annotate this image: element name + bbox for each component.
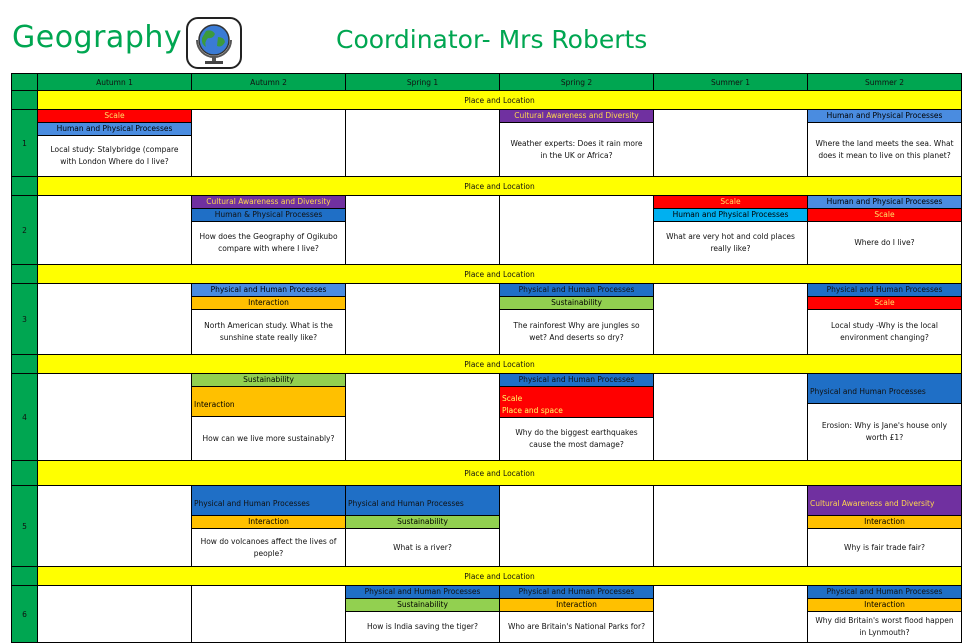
theme-tag-label: Interaction xyxy=(248,298,289,307)
enquiry-question xyxy=(38,196,191,264)
unit-cell xyxy=(38,284,192,355)
enquiry-question: Why did Britain's worst flood happen in Lynmouth? xyxy=(815,616,954,637)
theme-tag-label: Physical and Human Processes xyxy=(826,587,943,596)
theme-tag-label: Physical and Human Processes xyxy=(826,285,943,294)
enquiry-question: What are very hot and cold places really like? xyxy=(666,232,795,253)
enquiry-question xyxy=(500,486,653,566)
theme-tag-label: Physical and Human Processes xyxy=(194,498,310,508)
theme-tag-label: Interaction xyxy=(194,399,235,409)
unit-cell xyxy=(38,196,192,265)
theme-tag xyxy=(808,209,961,222)
unit-cell xyxy=(192,586,346,643)
theme-tag xyxy=(808,297,961,310)
term-header: Autumn 2 xyxy=(192,74,346,91)
unit-cell xyxy=(192,486,346,567)
theme-tag xyxy=(192,284,345,297)
unit-cell xyxy=(192,374,346,461)
theme-tag xyxy=(346,586,499,599)
theme-tag xyxy=(192,486,345,516)
band-corner xyxy=(12,567,38,586)
unit-cell xyxy=(500,486,654,567)
theme-tag-label: Scale xyxy=(874,210,895,219)
unit-cell xyxy=(38,374,192,461)
unit-cell xyxy=(346,586,500,643)
theme-tag xyxy=(346,516,499,529)
theme-tag-label: Human and Physical Processes xyxy=(826,111,943,120)
year-number: 6 xyxy=(12,586,38,643)
band-corner xyxy=(12,177,38,196)
theme-tag-label: Cultural Awareness and Diversity xyxy=(810,498,935,508)
theme-tag xyxy=(808,516,961,529)
place-location-band-row xyxy=(12,355,962,374)
unit-cell xyxy=(38,110,192,177)
enquiry-question: How does the Geography of Ogikubo compare with where I live? xyxy=(199,232,338,253)
place-location-band: Place and Location xyxy=(38,567,962,586)
theme-tag-label: Interaction xyxy=(556,600,597,609)
theme-tag xyxy=(808,110,961,123)
year-row xyxy=(12,284,962,355)
theme-tag xyxy=(192,297,345,310)
coordinator-label: Coordinator- Mrs Roberts xyxy=(336,25,648,54)
unit-cell xyxy=(38,486,192,567)
unit-cell xyxy=(192,196,346,265)
theme-tag xyxy=(500,387,653,418)
unit-cell xyxy=(500,586,654,643)
enquiry-question: Weather experts: Does it rain more in the UK or Africa? xyxy=(510,138,643,160)
term-header: Summer 1 xyxy=(654,74,808,91)
enquiry-question xyxy=(346,196,499,264)
enquiry-question: Erosion: Why is Jane's house only worth £1? xyxy=(821,421,948,442)
theme-tag xyxy=(500,284,653,297)
enquiry-question: What is a river? xyxy=(393,542,452,552)
unit-cell xyxy=(346,196,500,265)
unit-cell xyxy=(346,110,500,177)
theme-tag-label: Physical and Human Processes xyxy=(210,285,327,294)
theme-tag xyxy=(192,209,345,222)
year-number: 2 xyxy=(12,196,38,265)
unit-cell xyxy=(654,284,808,355)
theme-tag-label: Physical and Human Processes xyxy=(364,587,481,596)
unit-cell xyxy=(346,284,500,355)
unit-cell xyxy=(808,486,962,567)
theme-tag xyxy=(500,374,653,387)
theme-tag xyxy=(808,486,961,516)
theme-tag xyxy=(346,599,499,612)
unit-cell xyxy=(808,110,962,177)
enquiry-question xyxy=(346,374,499,460)
theme-tag-label: Interaction xyxy=(864,517,905,526)
unit-cell xyxy=(808,196,962,265)
enquiry-question xyxy=(654,110,807,176)
page-title: Geography xyxy=(12,20,183,55)
theme-tag-label: Cultural Awareness and Diversity xyxy=(514,111,639,120)
enquiry-question: The rainforest Why are jungles so wet? And deserts so dry? xyxy=(513,321,640,342)
unit-cell xyxy=(38,586,192,643)
theme-tag xyxy=(808,599,961,612)
place-location-band: Place and Location xyxy=(38,177,962,196)
place-location-band-row xyxy=(12,177,962,196)
year-row xyxy=(12,486,962,567)
unit-cell xyxy=(654,486,808,567)
theme-tag xyxy=(38,110,191,123)
enquiry-question: Who are Britain's National Parks for? xyxy=(507,622,646,631)
unit-cell xyxy=(808,586,962,643)
unit-cell xyxy=(808,374,962,461)
band-corner xyxy=(12,91,38,110)
year-row xyxy=(12,196,962,265)
unit-cell xyxy=(500,284,654,355)
term-header: Spring 1 xyxy=(346,74,500,91)
enquiry-question xyxy=(500,196,653,264)
theme-tag-label: Human & Physical Processes xyxy=(214,210,323,219)
theme-tag-label: Physical and Human Processes xyxy=(348,498,464,508)
place-location-band-row xyxy=(12,461,962,486)
year-row xyxy=(12,374,962,461)
theme-tag xyxy=(808,586,961,599)
unit-cell xyxy=(654,110,808,177)
theme-tag-label: Interaction xyxy=(864,600,905,609)
term-header: Summer 2 xyxy=(808,74,962,91)
place-location-band-row xyxy=(12,91,962,110)
theme-tag xyxy=(192,196,345,209)
theme-tag-label: Interaction xyxy=(248,517,289,526)
theme-tag-label: Scale xyxy=(502,394,523,403)
term-header: Spring 2 xyxy=(500,74,654,91)
theme-tag-label: Cultural Awareness and Diversity xyxy=(206,197,331,206)
unit-cell xyxy=(808,284,962,355)
theme-tag xyxy=(500,110,653,123)
theme-tag xyxy=(500,586,653,599)
theme-tag-label: Sustainability xyxy=(551,298,602,307)
curriculum-table xyxy=(11,73,962,643)
theme-tag-label: Physical and Human Processes xyxy=(810,386,926,396)
enquiry-question xyxy=(38,486,191,566)
enquiry-question: Local study -Why is the local environment changing? xyxy=(831,321,938,342)
year-number: 4 xyxy=(12,374,38,461)
enquiry-question xyxy=(346,110,499,176)
enquiry-question xyxy=(654,374,807,460)
place-location-band: Place and Location xyxy=(38,91,962,110)
enquiry-question: How do volcanoes affect the lives of people? xyxy=(200,536,337,558)
theme-tag xyxy=(192,374,345,387)
unit-cell xyxy=(500,374,654,461)
theme-tag xyxy=(192,516,345,529)
term-header: Autumn 1 xyxy=(38,74,192,91)
band-corner xyxy=(12,355,38,374)
place-location-band-row xyxy=(12,567,962,586)
corner-cell xyxy=(12,74,38,91)
theme-tag-label: Scale xyxy=(874,298,895,307)
unit-cell xyxy=(654,586,808,643)
theme-tag xyxy=(654,209,807,222)
theme-tag-label: Physical and Human Processes xyxy=(518,375,635,384)
year-row xyxy=(12,110,962,177)
theme-tag-label: Human and Physical Processes xyxy=(56,124,173,133)
place-location-band: Place and Location xyxy=(38,461,962,486)
globe-icon xyxy=(186,17,242,69)
theme-tag-label: Sustainability xyxy=(243,375,294,384)
theme-tag xyxy=(192,387,345,417)
year-row xyxy=(12,586,962,643)
unit-cell xyxy=(192,110,346,177)
year-number: 3 xyxy=(12,284,38,355)
theme-tag xyxy=(500,599,653,612)
theme-tag-label: Human and Physical Processes xyxy=(826,197,943,206)
theme-tag xyxy=(808,284,961,297)
band-corner xyxy=(12,265,38,284)
page-header xyxy=(0,0,972,72)
term-header-row xyxy=(12,74,962,91)
enquiry-question: Where do I live? xyxy=(854,238,915,247)
theme-tag xyxy=(38,123,191,136)
theme-tag xyxy=(808,196,961,209)
unit-cell xyxy=(500,196,654,265)
theme-tag-label: Sustainability xyxy=(397,517,448,526)
theme-tag-label: Scale xyxy=(104,111,125,120)
unit-cell xyxy=(654,196,808,265)
theme-tag-sublabel: Place and space xyxy=(502,406,563,415)
enquiry-question xyxy=(192,586,345,642)
enquiry-question: North American study. What is the sunshine state really like? xyxy=(204,321,333,342)
enquiry-question: Why is fair trade fair? xyxy=(844,542,925,552)
place-location-band: Place and Location xyxy=(38,265,962,284)
band-corner xyxy=(12,461,38,486)
enquiry-question xyxy=(38,586,191,642)
enquiry-question: Why do the biggest earthquakes cause the most damage? xyxy=(515,428,638,449)
enquiry-question xyxy=(654,486,807,566)
unit-cell xyxy=(654,374,808,461)
theme-tag-label: Physical and Human Processes xyxy=(518,587,635,596)
theme-tag-label: Scale xyxy=(720,197,741,206)
place-location-band-row xyxy=(12,265,962,284)
enquiry-question xyxy=(38,284,191,354)
theme-tag-label: Sustainability xyxy=(397,600,448,609)
unit-cell xyxy=(192,284,346,355)
theme-tag-label: Physical and Human Processes xyxy=(518,285,635,294)
enquiry-question: Where the land meets the sea. What does it mean to live on this planet? xyxy=(815,138,954,160)
theme-tag xyxy=(654,196,807,209)
theme-tag xyxy=(500,297,653,310)
unit-cell xyxy=(346,486,500,567)
enquiry-question xyxy=(346,284,499,354)
enquiry-question xyxy=(192,110,345,176)
enquiry-question: How can we live more sustainably? xyxy=(202,433,335,443)
unit-cell xyxy=(346,374,500,461)
enquiry-question xyxy=(38,374,191,460)
theme-tag xyxy=(808,374,961,404)
place-location-band: Place and Location xyxy=(38,355,962,374)
unit-cell xyxy=(500,110,654,177)
enquiry-question: How is India saving the tiger? xyxy=(367,622,478,631)
theme-tag-label: Human and Physical Processes xyxy=(672,210,789,219)
year-number: 1 xyxy=(12,110,38,177)
theme-tag xyxy=(346,486,499,516)
enquiry-question: Local study: Stalybridge (compare with London Where do I live? xyxy=(50,145,179,166)
year-number: 5 xyxy=(12,486,38,567)
enquiry-question xyxy=(654,586,807,642)
enquiry-question xyxy=(654,284,807,354)
